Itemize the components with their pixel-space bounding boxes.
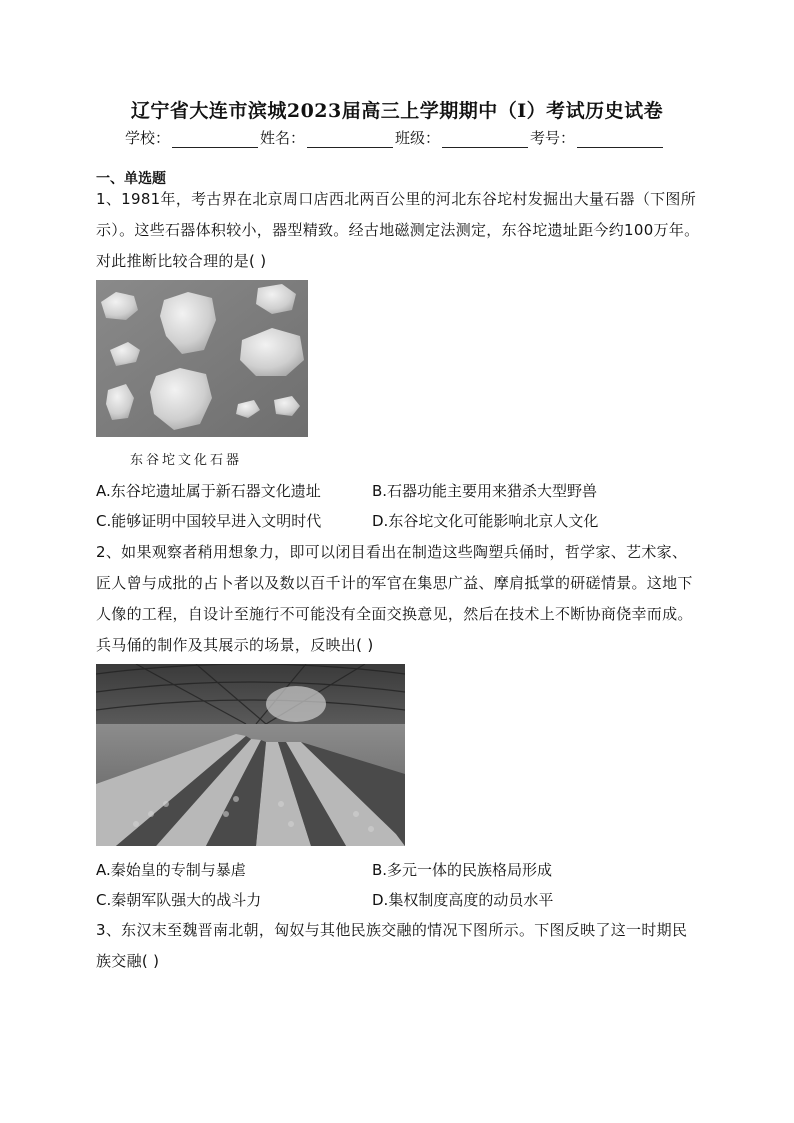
q2-option-d[interactable]: D.集权制度高度的动员水平	[372, 891, 554, 909]
q1-option-a[interactable]: A.东谷坨遗址属于新石器文化遗址	[96, 482, 321, 500]
name-blank	[307, 133, 393, 148]
section-heading: 一、单选题	[96, 171, 166, 187]
q1-option-b[interactable]: B.石器功能主要用来猎杀大型野兽	[372, 482, 598, 500]
question-2-stem: 2、如果观察者稍用想象力，即可以闭目看出在制造这些陶塑兵俑时，哲学家、艺术家、匠人曾与成批的占卜者以及数以百千计的军官在集思广益、摩肩抵掌的研磋情景。这地下人像的工程，自设计至施行不可能没有全面交换意见，然后在技术上不断协商侥幸而成。兵马俑的制作及其展示的场景，反映出( )	[96, 543, 693, 654]
question-1-stem: 1、1981年，考古界在北京周口店西北两百公里的河北东谷坨村发掘出大量石器（下图所示）。这些石器体积较小，器型精致。经古地磁测定法测定，东谷坨遗址距今约100万年。对此推断比较合理的是( )	[96, 190, 700, 270]
exam-title: 辽宁省大连市滨城2023届高三上学期期中（Ⅰ）考试历史试卷	[130, 100, 664, 122]
class-label: 班级：	[395, 129, 441, 147]
school-blank	[172, 133, 258, 148]
q1-option-c[interactable]: C.能够证明中国较早进入文明时代	[96, 512, 322, 530]
class-blank	[442, 133, 528, 148]
school-label: 学校：	[125, 129, 171, 147]
q1-option-d[interactable]: D.东谷坨文化可能影响北京人文化	[372, 512, 599, 530]
name-label: 姓名：	[260, 129, 306, 147]
q2-option-c[interactable]: C.秦朝军队强大的战斗力	[96, 891, 262, 909]
number-blank	[577, 133, 663, 148]
terracotta-army-photo	[96, 664, 405, 846]
student-info-line	[125, 127, 665, 148]
stone-tools-photo	[96, 280, 308, 437]
q2-option-a[interactable]: A.秦始皇的专制与暴虐	[96, 861, 246, 879]
figure-caption: 东谷坨文化石器	[130, 453, 243, 468]
question-3-stem: 3、东汉末至魏晋南北朝，匈奴与其他民族交融的情况下图所示。下图反映了这一时期民族交融( )	[96, 921, 688, 970]
number-label: 考号：	[530, 129, 576, 147]
q2-option-b[interactable]: B.多元一体的民族格局形成	[372, 861, 553, 879]
